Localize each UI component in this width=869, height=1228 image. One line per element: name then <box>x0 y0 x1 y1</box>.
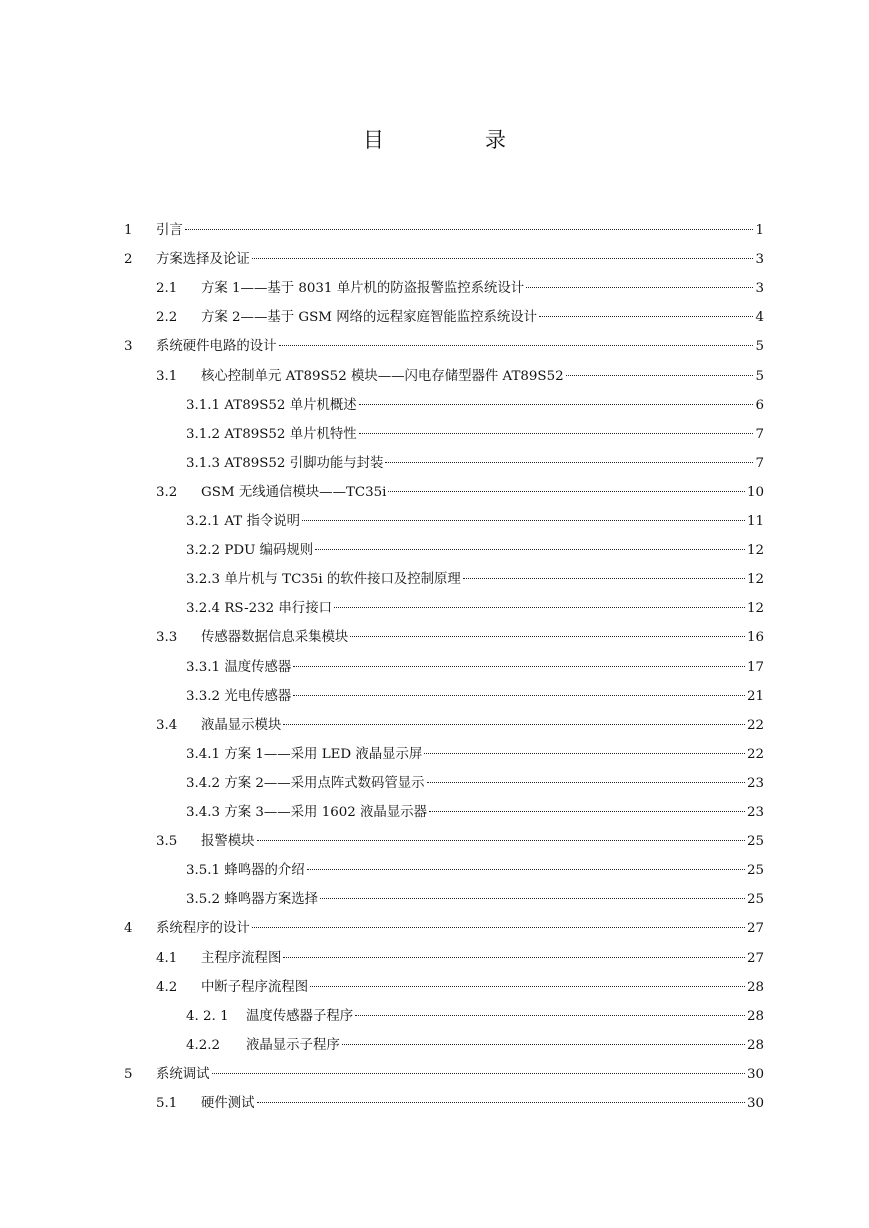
toc-entry-number: 3.5 <box>156 834 178 849</box>
toc-entry-page-number: 5 <box>755 339 764 354</box>
toc-entry-line <box>186 774 764 794</box>
toc-entry[interactable] <box>0 832 869 852</box>
toc-entry-page-number: 28 <box>746 980 764 995</box>
toc-entry[interactable] <box>0 658 869 678</box>
toc-entry-title: 方案选择及论证 <box>156 252 250 267</box>
toc-entry-page-number: 23 <box>746 805 764 820</box>
dot-leader <box>350 636 745 637</box>
toc-entry-page-number: 3 <box>755 252 764 267</box>
dot-leader <box>257 840 745 841</box>
toc-entry[interactable] <box>0 396 869 416</box>
toc-entry[interactable] <box>0 628 869 648</box>
toc-entry-line <box>156 250 764 270</box>
toc-entry-page-number: 30 <box>746 1096 764 1111</box>
toc-entry-title: 传感器数据信息采集模块 <box>201 630 349 645</box>
toc-entry-title: 方案 1——基于 8031 单片机的防盗报警监控系统设计 <box>201 281 525 296</box>
toc-entry-number: 3.2 <box>156 485 178 500</box>
toc-entry-number: 1 <box>124 223 133 238</box>
toc-entry[interactable] <box>0 483 869 503</box>
toc-entry-page-number: 27 <box>746 921 764 936</box>
toc-entry-page-number: 7 <box>755 456 764 471</box>
dot-leader <box>388 491 744 492</box>
toc-entry-number: 3.4 <box>156 718 178 733</box>
dot-leader <box>359 404 754 405</box>
toc-entry-title: 温度传感器子程序 <box>246 1009 354 1024</box>
toc-entry-title: 系统调试 <box>156 1067 210 1082</box>
toc-entry-page-number: 22 <box>746 747 764 762</box>
toc-entry-title: 3.4.3 方案 3——采用 1602 液晶显示器 <box>186 805 427 820</box>
toc-entry[interactable] <box>0 1094 869 1114</box>
toc-entry-title: 主程序流程图 <box>201 951 282 966</box>
toc-entry-line <box>186 745 764 765</box>
toc-entry[interactable] <box>0 454 869 474</box>
toc-entry-line <box>186 658 764 678</box>
toc-entry-title: 核心控制单元 AT89S52 模块——闪电存储型器件 AT89S52 <box>201 369 564 384</box>
toc-entry[interactable] <box>0 861 869 881</box>
toc-entry[interactable] <box>0 1065 869 1085</box>
toc-entry-page-number: 25 <box>746 892 764 907</box>
toc-entry[interactable] <box>0 716 869 736</box>
dot-leader <box>302 520 745 521</box>
dot-leader <box>359 433 754 434</box>
toc-entry[interactable] <box>0 279 869 299</box>
toc-entry-page-number: 12 <box>746 572 764 587</box>
toc-entry-title: 系统硬件电路的设计 <box>156 339 277 354</box>
toc-entry-title: 3.4.2 方案 2——采用点阵式数码管显示 <box>186 776 425 791</box>
dot-leader <box>293 666 745 667</box>
toc-entry-page-number: 16 <box>746 630 764 645</box>
toc-entry-line <box>186 599 764 619</box>
toc-entry-number: 5 <box>124 1067 133 1082</box>
toc-entry-title: 方案 2——基于 GSM 网络的远程家庭智能监控系统设计 <box>201 310 538 325</box>
toc-entry-page-number: 17 <box>746 660 764 675</box>
dot-leader <box>539 316 753 317</box>
toc-entry-line <box>246 1007 764 1027</box>
toc-entry-title: 液晶显示子程序 <box>246 1038 340 1053</box>
dot-leader <box>293 695 745 696</box>
toc-entry-title: 3.5.1 蜂鸣器的介绍 <box>186 863 305 878</box>
toc-entry-page-number: 30 <box>746 1067 764 1082</box>
toc-entry-number: 2.1 <box>156 281 178 296</box>
toc-entry[interactable] <box>0 221 869 241</box>
dot-leader <box>566 375 754 376</box>
toc-entry-title: 3.2.2 PDU 编码规则 <box>186 543 314 558</box>
toc-entry-line <box>156 1065 764 1085</box>
toc-entry-title: 3.2.3 单片机与 TC35i 的软件接口及控制原理 <box>186 572 461 587</box>
dot-leader <box>334 607 745 608</box>
toc-entry-title: 3.3.1 温度传感器 <box>186 660 292 675</box>
toc-entry-title: 液晶显示模块 <box>201 718 282 733</box>
dot-leader <box>283 724 745 725</box>
toc-entry-line <box>186 687 764 707</box>
dot-leader <box>252 258 754 259</box>
toc-entry-number: 3.3 <box>156 630 178 645</box>
toc-entry[interactable] <box>0 745 869 765</box>
toc-entry-page-number: 27 <box>746 951 764 966</box>
toc-entry-line <box>201 832 764 852</box>
toc-entry-number: 4. 2. 1 <box>186 1009 229 1024</box>
toc-entry-line <box>186 454 764 474</box>
toc-entry-page-number: 22 <box>746 718 764 733</box>
toc-entry-title: 3.1.2 AT89S52 单片机特性 <box>186 427 357 442</box>
dot-leader <box>424 753 745 754</box>
toc-entry-line <box>156 919 764 939</box>
toc-entry-line <box>186 890 764 910</box>
toc-entry-line <box>156 337 764 357</box>
toc-entry-number: 4.1 <box>156 951 178 966</box>
toc-entry-page-number: 11 <box>746 514 764 529</box>
toc-entry-number: 3 <box>124 339 133 354</box>
toc-entry[interactable] <box>0 541 869 561</box>
dot-leader <box>463 578 745 579</box>
toc-entry-line <box>201 367 764 387</box>
toc-entry-page-number: 10 <box>746 485 764 500</box>
toc-entry-number: 5.1 <box>156 1096 178 1111</box>
toc-entry-title: GSM 无线通信模块——TC35i <box>201 485 387 500</box>
toc-entry-line <box>201 1094 764 1114</box>
toc-entry-title: 3.1.1 AT89S52 单片机概述 <box>186 398 357 413</box>
toc-entry-line <box>201 279 764 299</box>
toc-entry-page-number: 12 <box>746 543 764 558</box>
toc-entry-line <box>186 425 764 445</box>
toc-entry-title: 3.5.2 蜂鸣器方案选择 <box>186 892 319 907</box>
toc-entry[interactable] <box>0 774 869 794</box>
toc-entry-number: 4.2 <box>156 980 178 995</box>
toc-entry-line <box>186 541 764 561</box>
toc-entry-line <box>201 716 764 736</box>
toc-entry[interactable] <box>0 1007 869 1027</box>
page-title: 目 录 <box>363 128 546 152</box>
toc-entry-line <box>186 861 764 881</box>
toc-entry-title: 3.3.2 光电传感器 <box>186 689 292 704</box>
dot-leader <box>526 287 753 288</box>
toc-entry-page-number: 4 <box>755 310 764 325</box>
toc-entry[interactable] <box>0 890 869 910</box>
dot-leader <box>427 782 745 783</box>
toc-entry-line <box>186 803 764 823</box>
toc-entry-title: 系统程序的设计 <box>156 921 250 936</box>
dot-leader <box>212 1073 745 1074</box>
toc-entry-title: 3.2.1 AT 指令说明 <box>186 514 301 529</box>
toc-entry-line <box>201 483 764 503</box>
toc-entry[interactable] <box>0 919 869 939</box>
toc-entry-page-number: 25 <box>746 834 764 849</box>
toc-entry-number: 2.2 <box>156 310 178 325</box>
toc-entry[interactable] <box>0 337 869 357</box>
toc-entry-title: 3.2.4 RS-232 串行接口 <box>186 601 332 616</box>
dot-leader <box>320 898 745 899</box>
toc-entry-page-number: 28 <box>746 1038 764 1053</box>
toc-entry-line <box>246 1036 764 1056</box>
toc-entry-title: 硬件测试 <box>201 1096 255 1111</box>
toc-entry-line <box>186 396 764 416</box>
toc-entry-line <box>156 221 764 241</box>
dot-leader <box>185 229 754 230</box>
toc-entry-page-number: 7 <box>755 427 764 442</box>
toc-entry[interactable] <box>0 308 869 328</box>
toc-entry-page-number: 3 <box>755 281 764 296</box>
dot-leader <box>385 462 753 463</box>
dot-leader <box>279 345 754 346</box>
toc-entry-line <box>201 628 764 648</box>
toc-entry[interactable] <box>0 949 869 969</box>
toc-entry-page-number: 23 <box>746 776 764 791</box>
toc-entry[interactable] <box>0 367 869 387</box>
dot-leader <box>307 869 745 870</box>
toc-entry-title: 3.4.1 方案 1——采用 LED 液晶显示屏 <box>186 747 423 762</box>
toc-entry[interactable] <box>0 425 869 445</box>
toc-entry[interactable] <box>0 803 869 823</box>
toc-entry-title: 引言 <box>156 223 183 238</box>
dot-leader <box>257 1102 745 1103</box>
toc-entry-line <box>201 308 764 328</box>
toc-entry[interactable] <box>0 1036 869 1056</box>
toc-entry[interactable] <box>0 512 869 532</box>
toc-entry-title: 中断子程序流程图 <box>201 980 309 995</box>
toc-entry-page-number: 6 <box>755 398 764 413</box>
toc-entry-page-number: 28 <box>746 1009 764 1024</box>
dot-leader <box>310 986 745 987</box>
toc-entry-line <box>186 512 764 532</box>
toc-entry-number: 4 <box>124 921 133 936</box>
toc-entry-page-number: 12 <box>746 601 764 616</box>
toc-entry-number: 3.1 <box>156 369 178 384</box>
toc-entry[interactable] <box>0 599 869 619</box>
dot-leader <box>315 549 745 550</box>
toc-entry-title: 3.1.3 AT89S52 引脚功能与封装 <box>186 456 384 471</box>
dot-leader <box>283 957 745 958</box>
toc-entry-number: 2 <box>124 252 133 267</box>
toc-entry-page-number: 5 <box>755 369 764 384</box>
dot-leader <box>342 1044 745 1045</box>
toc-entry-page-number: 25 <box>746 863 764 878</box>
toc-entry[interactable] <box>0 250 869 270</box>
toc-entry-line <box>186 570 764 590</box>
dot-leader <box>355 1015 745 1016</box>
toc-entry-line <box>201 978 764 998</box>
toc-entry[interactable] <box>0 687 869 707</box>
toc-entry-title: 报警模块 <box>201 834 255 849</box>
toc-entry-page-number: 21 <box>746 689 764 704</box>
toc-entry-number: 4.2.2 <box>186 1038 221 1053</box>
dot-leader <box>252 927 745 928</box>
toc-entry[interactable] <box>0 570 869 590</box>
toc-entry-page-number: 1 <box>755 223 764 238</box>
toc-entry-line <box>201 949 764 969</box>
toc-entry[interactable] <box>0 978 869 998</box>
dot-leader <box>429 811 745 812</box>
